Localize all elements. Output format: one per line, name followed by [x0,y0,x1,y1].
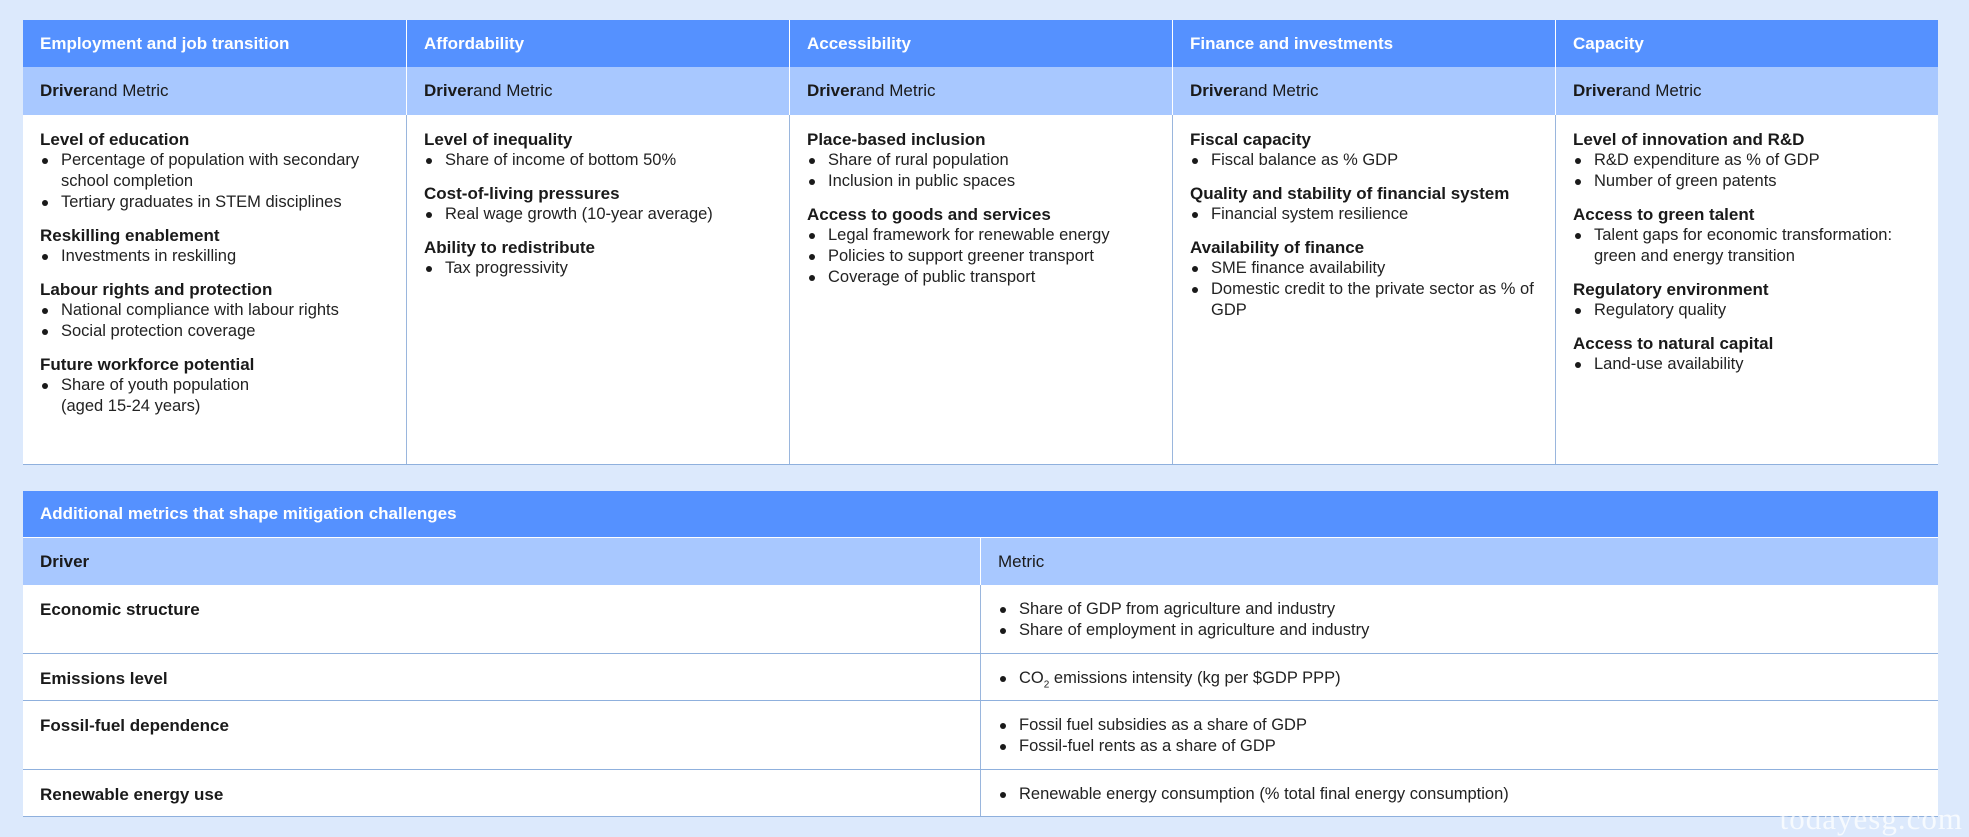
metric-list [1573,150,1922,192]
metric-item: Investments in reskilling [40,246,390,267]
metric-item: Policies to support greener transport [807,246,1156,267]
metric-item: $CO_2$ emissions intensity (kg per $GDP PPP) [998,668,1938,695]
metric-item: Renewable energy consumption (% total final energy consumption) [998,784,1938,805]
table-header-row [23,537,1938,585]
column-header-finance: Finance and investments [1172,20,1555,67]
metric-item: Share of GDP from agriculture and industry [998,599,1938,620]
metric-item: Inclusion in public spaces [807,171,1156,192]
metric-item: Fossil fuel subsidies as a share of GDP [998,715,1938,736]
watermark-text: todayesg.com [1779,801,1963,836]
cell-affordability [406,115,789,464]
metric-list [998,668,1938,695]
pillars-table [23,20,1938,465]
subheader-finance: Driver and Metric [1172,67,1555,115]
table-row [23,701,1938,770]
row-metrics [980,701,1938,769]
metric-list [40,375,390,417]
row-driver: Emissions level [40,669,168,688]
driver-label: Reskilling enablement [40,226,220,245]
metric-list [424,204,773,225]
metric-item: Financial system resilience [1190,204,1539,225]
driver-label: Access to natural capital [1573,334,1774,353]
subheader-capacity: Driver and Metric [1555,67,1938,115]
metric-item: Domestic credit to the private sector as % of GDP [1190,279,1539,321]
metric-item: National compliance with labour rights [40,300,390,321]
metric-list [1190,204,1539,225]
metric-list [1573,225,1922,267]
metric-item: Legal framework for renewable energy [807,225,1156,246]
metric-list [998,599,1938,641]
metric-item: Percentage of population with secondary school completion [40,150,390,192]
table-row [23,585,1938,654]
driver-label: Level of innovation and R&D [1573,130,1805,149]
row-metrics [980,654,1938,700]
metric-list [1190,258,1539,321]
column-header-accessibility: Accessibility [789,20,1172,67]
subheader-affordability: Driver and Metric [406,67,789,115]
column-header-capacity: Capacity [1555,20,1938,67]
metric-item: Share of rural population [807,150,1156,171]
driver-label: Level of inequality [424,130,573,149]
metric-item: Share of employment in agriculture and industry [998,620,1938,641]
metric-list [424,150,773,171]
subheader-employment: Driver and Metric [23,67,406,115]
driver-column-header: Driver [40,551,90,571]
driver-label: Cost-of-living pressures [424,184,620,203]
metric-list [40,300,390,342]
row-driver: Fossil-fuel dependence [40,716,229,735]
driver-label: Place-based inclusion [807,130,986,149]
row-metrics [980,585,1938,653]
driver-label: Access to goods and services [807,205,1051,224]
metric-list [807,150,1156,192]
metric-item: Fossil-fuel rents as a share of GDP [998,736,1938,757]
metric-item: Regulatory quality [1573,300,1922,321]
metric-item: Talent gaps for economic transformation: green and energy transition [1573,225,1922,267]
metric-list [40,246,390,267]
mitigation-metrics-table [23,491,1938,817]
metric-list [424,258,773,279]
metric-item: Land-use availability [1573,354,1922,375]
driver-label: Quality and stability of financial system [1190,184,1510,203]
metric-list [1573,300,1922,321]
metric-list [1190,150,1539,171]
table-title: Additional metrics that shape mitigation challenges [23,491,1938,537]
subheader-accessibility: Driver and Metric [789,67,1172,115]
metric-list [40,150,390,213]
driver-label: Ability to redistribute [424,238,595,257]
metric-list [1573,354,1922,375]
metric-list [998,715,1938,757]
cell-capacity [1555,115,1938,464]
metric-item: Tax progressivity [424,258,773,279]
table-row [23,654,1938,701]
metric-item: Real wage growth (10-year average) [424,204,773,225]
row-driver: Renewable energy use [40,785,224,804]
driver-label: Future workforce potential [40,355,255,374]
metric-item: Tertiary graduates in STEM disciplines [40,192,390,213]
metric-item: Coverage of public transport [807,267,1156,288]
row-driver: Economic structure [40,600,200,619]
metric-item: Social protection coverage [40,321,390,342]
driver-label: Regulatory environment [1573,280,1769,299]
driver-label: Labour rights and protection [40,280,273,299]
cell-finance [1172,115,1555,464]
metric-item: R&D expenditure as % of GDP [1573,150,1922,171]
metric-item: Fiscal balance as % GDP [1190,150,1539,171]
driver-label: Access to green talent [1573,205,1755,224]
driver-label: Level of education [40,130,190,149]
driver-label: Availability of finance [1190,238,1365,257]
table-row [23,770,1938,817]
column-header-affordability: Affordability [406,20,789,67]
metric-item: SME finance availability [1190,258,1539,279]
metric-item: Number of green patents [1573,171,1922,192]
cell-employment [23,115,406,464]
column-header-employment: Employment and job transition [23,20,406,67]
metric-item: Share of youth population (aged 15-24 years) [40,375,271,417]
metric-list [807,225,1156,288]
metric-column-header: Metric [980,538,1938,585]
metric-item: Share of income of bottom 50% [424,150,773,171]
cell-accessibility [789,115,1172,464]
driver-label: Fiscal capacity [1190,130,1311,149]
